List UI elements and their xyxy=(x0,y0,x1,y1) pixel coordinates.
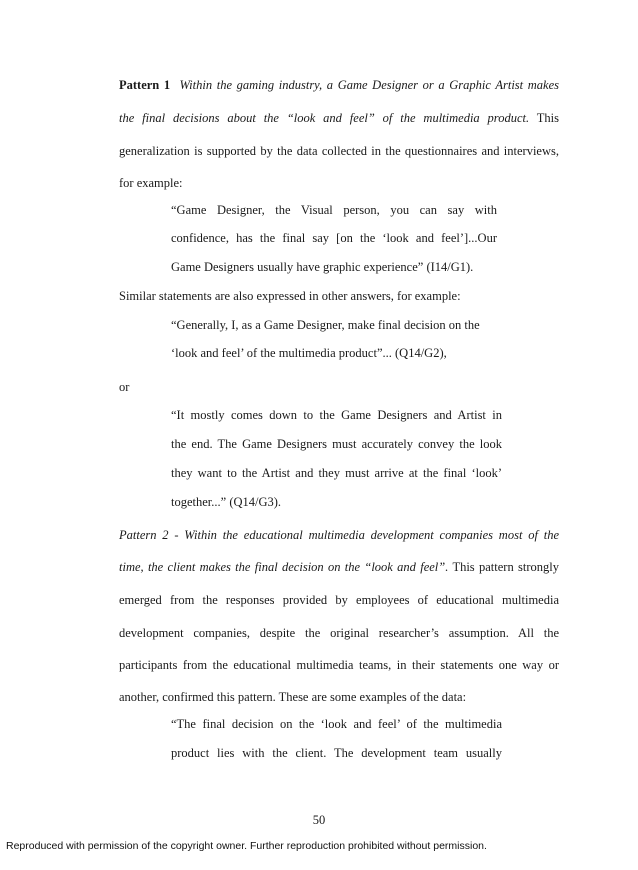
quote-line: “Game Designer, the Visual person, you can say with xyxy=(171,203,497,217)
or-text: or xyxy=(119,380,130,394)
pattern2-line5: participants from the educational multimedia teams, in their statements one way or xyxy=(119,658,559,672)
quote-line: they want to the Artist and they must arrive at the final ‘look’ xyxy=(171,466,502,480)
pattern2-line3: emerged from the responses provided by employees of educational multimedia xyxy=(119,593,559,607)
quote-line: “Generally, I, as a Game Designer, make final decision on the xyxy=(171,318,480,332)
quote-line: confidence, has the final say [on the ‘look and feel’]...Our xyxy=(171,231,497,245)
pattern2-heading-1: Pattern 2 - Within the educational multimedia development companies most of the xyxy=(119,528,559,542)
quote-line: the end. The Game Designers must accurately convey the look xyxy=(171,437,502,451)
pattern2-heading-2: time, the client makes the final decision on the “look and feel”. xyxy=(119,560,449,574)
pattern1-heading-2: the final decisions about the “look and feel” of the multimedia product. xyxy=(119,111,530,125)
pattern1-line1 xyxy=(119,77,559,93)
page-number: 50 xyxy=(312,813,326,827)
pattern2-line4: development companies, despite the original researcher’s assumption. All the xyxy=(119,626,559,640)
pattern1-line3: generalization is supported by the data collected in the questionnaires and interviews, xyxy=(119,144,559,158)
pattern1-heading-1: Within the gaming industry, a Game Designer or a Graphic Artist makes xyxy=(179,78,560,92)
pattern1-line2-rest: This xyxy=(536,111,559,125)
quote-line: together...” (Q14/G3). xyxy=(171,495,282,509)
quote-line: “The final decision on the ‘look and feel’ of the multimedia xyxy=(171,717,502,731)
quote-line: product lies with the client. The development team usually xyxy=(171,746,502,760)
pattern2-line6: another, confirmed this pattern. These are some examples of the data: xyxy=(119,690,467,704)
pattern2-line2 xyxy=(119,559,559,575)
similar-statements: Similar statements are also expressed in other answers, for example: xyxy=(119,289,461,303)
pattern1-line2 xyxy=(119,110,559,126)
copyright-footer: Reproduced with permission of the copyright owner. Further reproduction prohibited without permission. xyxy=(6,840,487,852)
pattern1-label: Pattern 1 xyxy=(119,78,171,92)
quote-line: Game Designers usually have graphic experience” (I14/G1). xyxy=(171,260,474,274)
quote-line: ‘look and feel’ of the multimedia product”... (Q14/G2), xyxy=(171,346,447,360)
pattern2-line2-rest: This pattern strongly xyxy=(452,560,559,574)
pattern1-line4: for example: xyxy=(119,176,183,190)
quote-line: “It mostly comes down to the Game Designers and Artist in xyxy=(171,408,502,422)
